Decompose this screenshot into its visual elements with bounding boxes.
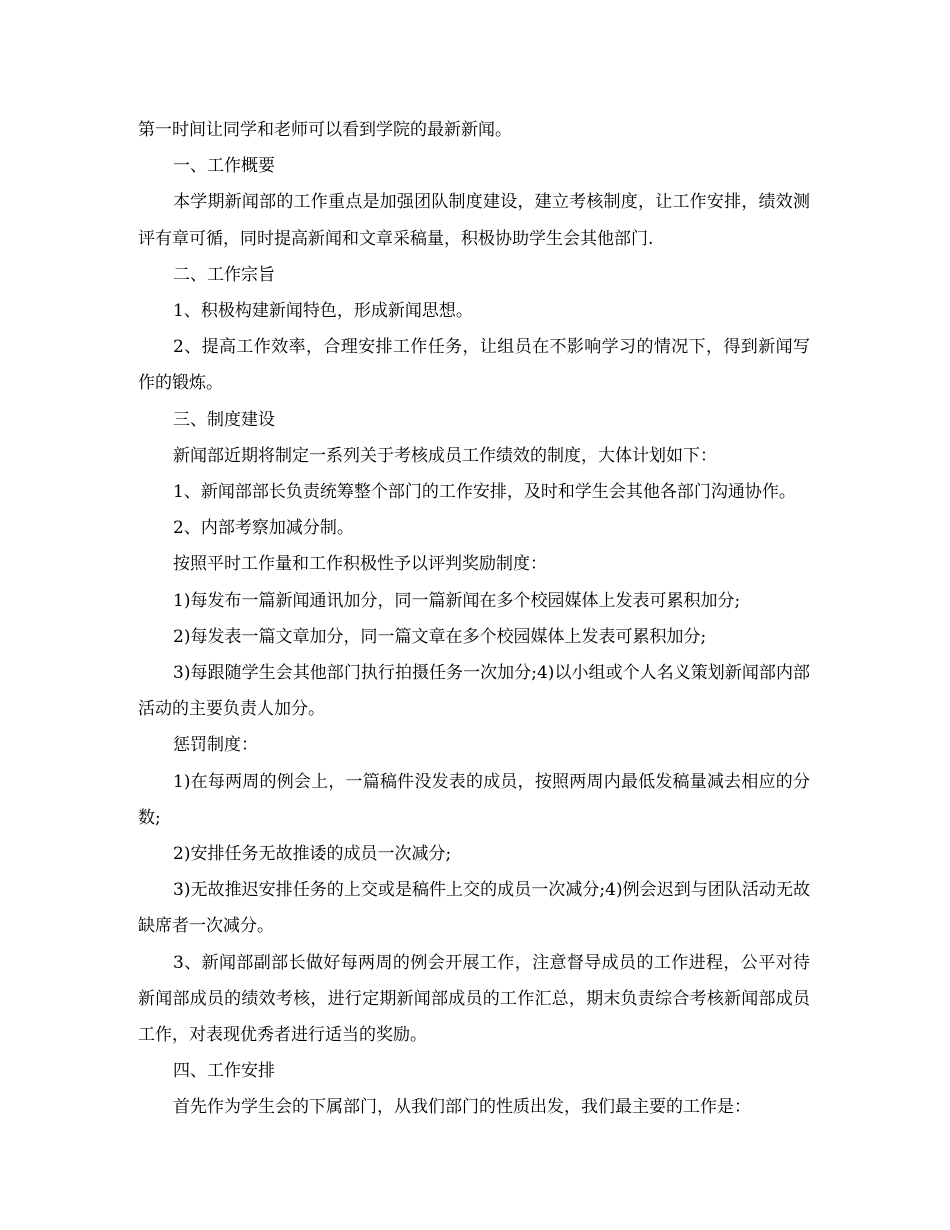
list-item: 1、新闻部部长负责统筹整个部门的工作安排，及时和学生会其他各部门沟通协作。: [173, 482, 796, 503]
list-item: 2、内部考察加减分制。: [173, 518, 354, 539]
list-item: 1、积极构建新闻特色，形成新闻思想。: [173, 301, 473, 322]
paragraph: 按照平时工作量和工作积极性予以评判奖励制度：: [173, 554, 547, 575]
list-item: 1)在每两周的例会上，一篇稿件没发表的成员，按照两周内最低发稿量减去相应的分数;: [138, 771, 810, 828]
paragraph: 首先作为学生会的下属部门，从我们部门的性质出发，我们最主要的工作是：: [173, 1097, 751, 1118]
list-item: 3、新闻部副部长做好每两周的例会开展工作，注意督导成员的工作进程，公平对待新闻部成员的绩效考核，进行定期新闻部成员的工作汇总，期末负责综合考核新闻部成员工作，对表现优秀者进行适当的奖励。: [138, 952, 810, 1046]
section-heading-system: 三、制度建设: [173, 409, 275, 430]
list-item: 1)每发布一篇新闻通讯加分，同一篇新闻在多个校园媒体上发表可累积加分;: [173, 590, 741, 611]
section-heading-arrangement: 四、工作安排: [173, 1061, 275, 1082]
section-heading-purpose: 二、工作宗旨: [173, 264, 275, 285]
section-heading-overview: 一、工作概要: [173, 156, 275, 177]
paragraph: 新闻部近期将制定一系列关于考核成员工作绩效的制度，大体计划如下：: [173, 445, 717, 466]
document-body: [138, 112, 810, 1126]
paragraph: 本学期新闻部的工作重点是加强团队制度建设，建立考核制度，让工作安排，绩效测评有章可循，同时提高新闻和文章采稿量，积极协助学生会其他部门.: [138, 192, 810, 249]
sub-heading-penalty: 惩罚制度：: [173, 735, 258, 756]
paragraph-continuation: 第一时间让同学和老师可以看到学院的最新新闻。: [138, 120, 512, 140]
list-item: 3)每跟随学生会其他部门执行拍摄任务一次加分;4)以小组或个人名义策划新闻部内部活动的主要负责人加分。: [138, 663, 810, 720]
list-item: 2)安排任务无故推诿的成员一次减分;: [173, 844, 452, 865]
list-item: 2、提高工作效率，合理安排工作任务，让组员在不影响学习的情况下，得到新闻写作的锻炼。: [138, 337, 810, 394]
list-item: 2)每发表一篇文章加分，同一篇文章在多个校园媒体上发表可累积加分;: [173, 626, 707, 647]
list-item: 3)无故推迟安排任务的上交或是稿件上交的成员一次减分;4)例会迟到与团队活动无故缺席者一次减分。: [138, 880, 810, 937]
